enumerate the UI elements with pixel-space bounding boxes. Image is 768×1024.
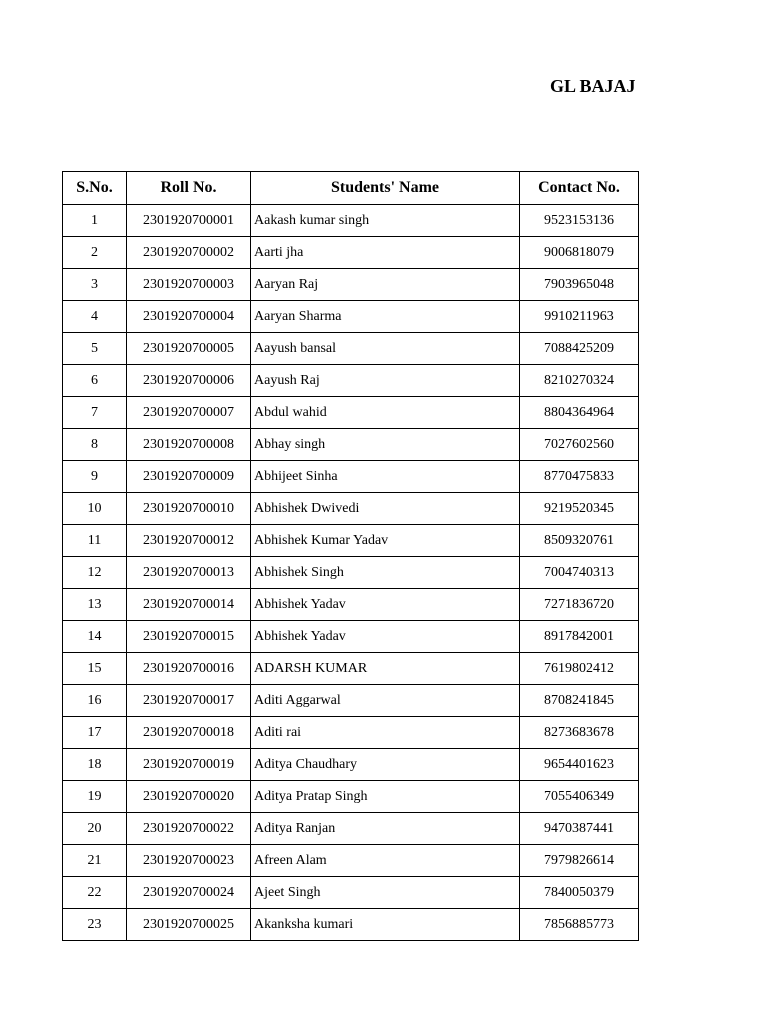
cell-sno: 4 — [63, 301, 127, 333]
cell-roll-no: 2301920700012 — [127, 525, 251, 557]
cell-contact-no: 7027602560 — [520, 429, 639, 461]
cell-contact-no: 8804364964 — [520, 397, 639, 429]
table-row — [63, 749, 639, 781]
cell-contact-no: 7840050379 — [520, 877, 639, 909]
cell-student-name: Akanksha kumari — [251, 909, 520, 941]
cell-contact-no: 7619802412 — [520, 653, 639, 685]
cell-roll-no: 2301920700005 — [127, 333, 251, 365]
cell-contact-no: 8509320761 — [520, 525, 639, 557]
header-sno: S.No. — [63, 172, 127, 205]
cell-contact-no: 8917842001 — [520, 621, 639, 653]
cell-sno: 15 — [63, 653, 127, 685]
cell-contact-no: 9219520345 — [520, 493, 639, 525]
cell-roll-no: 2301920700020 — [127, 781, 251, 813]
cell-student-name: Aditya Pratap Singh — [251, 781, 520, 813]
cell-roll-no: 2301920700003 — [127, 269, 251, 301]
table-row — [63, 685, 639, 717]
cell-sno: 14 — [63, 621, 127, 653]
table-row — [63, 365, 639, 397]
cell-contact-no: 7903965048 — [520, 269, 639, 301]
document-title: GL BAJAJ — [550, 76, 636, 96]
cell-sno: 10 — [63, 493, 127, 525]
cell-contact-no: 8770475833 — [520, 461, 639, 493]
cell-roll-no: 2301920700015 — [127, 621, 251, 653]
cell-student-name: Abhijeet Sinha — [251, 461, 520, 493]
cell-student-name: Abdul wahid — [251, 397, 520, 429]
cell-sno: 5 — [63, 333, 127, 365]
cell-student-name: Aditi rai — [251, 717, 520, 749]
cell-student-name: ADARSH KUMAR — [251, 653, 520, 685]
table-row — [63, 589, 639, 621]
cell-sno: 16 — [63, 685, 127, 717]
cell-sno: 12 — [63, 557, 127, 589]
cell-student-name: Aditi Aggarwal — [251, 685, 520, 717]
cell-sno: 19 — [63, 781, 127, 813]
cell-student-name: Abhay singh — [251, 429, 520, 461]
cell-roll-no: 2301920700007 — [127, 397, 251, 429]
table-row — [63, 877, 639, 909]
cell-contact-no: 7055406349 — [520, 781, 639, 813]
cell-contact-no: 7856885773 — [520, 909, 639, 941]
cell-roll-no: 2301920700018 — [127, 717, 251, 749]
table-row — [63, 525, 639, 557]
cell-roll-no: 2301920700025 — [127, 909, 251, 941]
cell-student-name: Aaryan Sharma — [251, 301, 520, 333]
student-roster-table — [62, 171, 639, 941]
table-body — [63, 205, 639, 941]
cell-sno: 7 — [63, 397, 127, 429]
cell-student-name: Aayush Raj — [251, 365, 520, 397]
cell-student-name: Aakash kumar singh — [251, 205, 520, 237]
cell-student-name: Ajeet Singh — [251, 877, 520, 909]
cell-student-name: Afreen Alam — [251, 845, 520, 877]
cell-sno: 17 — [63, 717, 127, 749]
table-row — [63, 653, 639, 685]
table-row — [63, 269, 639, 301]
cell-roll-no: 2301920700024 — [127, 877, 251, 909]
cell-sno: 21 — [63, 845, 127, 877]
table-row — [63, 717, 639, 749]
cell-student-name: Abhishek Dwivedi — [251, 493, 520, 525]
cell-roll-no: 2301920700016 — [127, 653, 251, 685]
cell-roll-no: 2301920700008 — [127, 429, 251, 461]
cell-roll-no: 2301920700022 — [127, 813, 251, 845]
cell-contact-no: 7979826614 — [520, 845, 639, 877]
cell-student-name: Aayush bansal — [251, 333, 520, 365]
cell-roll-no: 2301920700017 — [127, 685, 251, 717]
table-row — [63, 301, 639, 333]
cell-contact-no: 8708241845 — [520, 685, 639, 717]
table-row — [63, 621, 639, 653]
header-roll-no: Roll No. — [127, 172, 251, 205]
table-row — [63, 845, 639, 877]
cell-sno: 1 — [63, 205, 127, 237]
cell-roll-no: 2301920700014 — [127, 589, 251, 621]
cell-contact-no: 9654401623 — [520, 749, 639, 781]
cell-contact-no: 7004740313 — [520, 557, 639, 589]
cell-student-name: Aarti jha — [251, 237, 520, 269]
cell-sno: 9 — [63, 461, 127, 493]
cell-student-name: Aaryan Raj — [251, 269, 520, 301]
cell-contact-no: 7271836720 — [520, 589, 639, 621]
header-contact-no: Contact No. — [520, 172, 639, 205]
cell-roll-no: 2301920700013 — [127, 557, 251, 589]
cell-sno: 3 — [63, 269, 127, 301]
table-row — [63, 333, 639, 365]
cell-roll-no: 2301920700002 — [127, 237, 251, 269]
table-row — [63, 557, 639, 589]
cell-sno: 18 — [63, 749, 127, 781]
cell-roll-no: 2301920700023 — [127, 845, 251, 877]
table-row — [63, 493, 639, 525]
cell-roll-no: 2301920700006 — [127, 365, 251, 397]
cell-sno: 23 — [63, 909, 127, 941]
table-row — [63, 397, 639, 429]
cell-contact-no: 9523153136 — [520, 205, 639, 237]
cell-contact-no: 9910211963 — [520, 301, 639, 333]
cell-sno: 22 — [63, 877, 127, 909]
table-row — [63, 237, 639, 269]
table-row — [63, 781, 639, 813]
table-row — [63, 909, 639, 941]
cell-student-name: Abhishek Kumar Yadav — [251, 525, 520, 557]
cell-contact-no: 9470387441 — [520, 813, 639, 845]
cell-student-name: Aditya Ranjan — [251, 813, 520, 845]
cell-roll-no: 2301920700001 — [127, 205, 251, 237]
cell-roll-no: 2301920700019 — [127, 749, 251, 781]
title-area — [62, 74, 638, 100]
cell-sno: 13 — [63, 589, 127, 621]
cell-sno: 6 — [63, 365, 127, 397]
cell-contact-no: 7088425209 — [520, 333, 639, 365]
table-row — [63, 813, 639, 845]
cell-sno: 11 — [63, 525, 127, 557]
cell-student-name: Abhishek Yadav — [251, 621, 520, 653]
cell-roll-no: 2301920700010 — [127, 493, 251, 525]
cell-sno: 20 — [63, 813, 127, 845]
table-row — [63, 205, 639, 237]
cell-contact-no: 9006818079 — [520, 237, 639, 269]
table-row — [63, 429, 639, 461]
cell-contact-no: 8273683678 — [520, 717, 639, 749]
cell-sno: 8 — [63, 429, 127, 461]
cell-contact-no: 8210270324 — [520, 365, 639, 397]
cell-student-name: Aditya Chaudhary — [251, 749, 520, 781]
header-student-name: Students' Name — [251, 172, 520, 205]
cell-roll-no: 2301920700009 — [127, 461, 251, 493]
cell-student-name: Abhishek Yadav — [251, 589, 520, 621]
cell-sno: 2 — [63, 237, 127, 269]
cell-roll-no: 2301920700004 — [127, 301, 251, 333]
table-header-row — [63, 172, 639, 205]
cell-student-name: Abhishek Singh — [251, 557, 520, 589]
table-row — [63, 461, 639, 493]
